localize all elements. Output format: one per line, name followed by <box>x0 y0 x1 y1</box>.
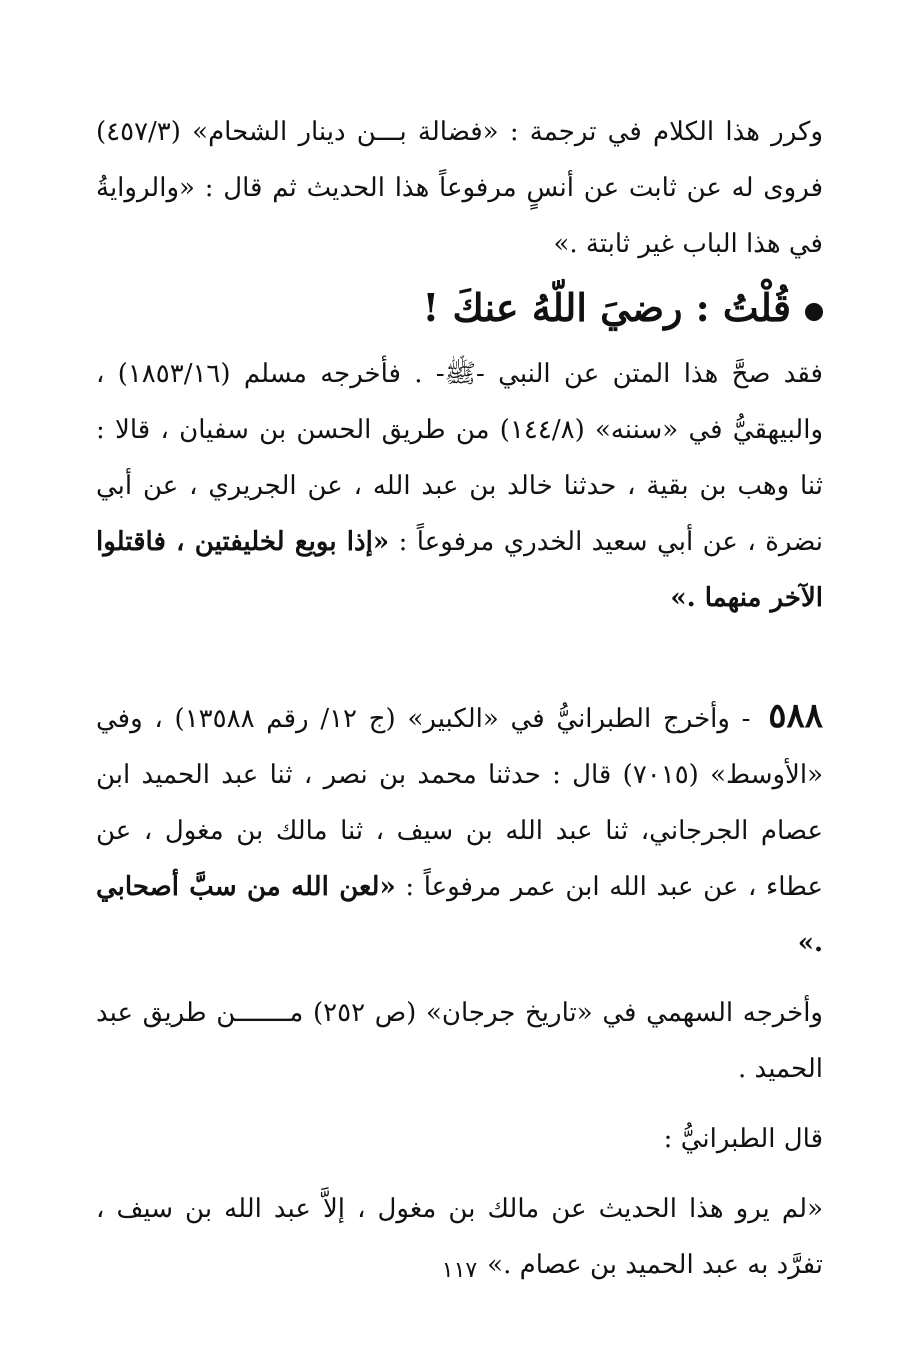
section-heading <box>96 276 823 340</box>
paragraph-fadala <box>96 104 823 272</box>
paragraph-muslim <box>96 346 823 626</box>
paragraph-tabarani-said-text: قال الطبرانيُّ : <box>663 1124 823 1154</box>
page-number: ١١٧ <box>441 1258 478 1283</box>
hadith-quote-sabba: «لعن الله من سبَّ أصحابي .» <box>96 872 823 958</box>
paragraph-sahmi <box>96 985 823 1097</box>
hadith-quote-khalifatayn: «إذا بويع لخليفتين ، فاقتلوا الآخر منهما .» <box>96 527 823 613</box>
paragraph-muslim-text: فقد صحَّ هذا المتن عن النبي -ﷺ- . فأخرجه مسلم (١٨٥٣/١٦) ، والبيهقيُّ في «سننه» (١٤٤/٨) من طريق الحسن بن سفيان ، قالا : ثنا وهب بن بقية ، حدثنا خالد بن عبد الله ، عن الجريري ، عن أبي نضرة ، عن أبي سعيد الخدري مرفوعاً : <box>96 359 824 557</box>
paragraph-588 <box>96 688 823 971</box>
paragraph-tabarani-quote-text: «لم يرو هذا الحديث عن مالك بن مغول ، إلاَّ عبد الله بن سيف ، تفرَّد به عبد الحميد بن عصام .» <box>96 1194 823 1280</box>
heading-text: قُلْتُ : رضيَ اللّهُ عنكَ ! <box>422 285 791 330</box>
hadith-number: ٥٨٨ <box>768 696 823 736</box>
paragraph-tabarani-said <box>96 1111 823 1167</box>
paragraph-fadala-text: وكرر هذا الكلام في ترجمة : «فضالة بـــن دينار الشحام» (٤٥٧/٣) فروى له عن ثابت عن أنسٍ مرفوعاً هذا الحديث ثم قال : «والروايةُ في هذا الباب غير ثابتة .» <box>96 117 823 259</box>
bullet-icon <box>805 303 823 321</box>
paragraph-588-text: - وأخرج الطبرانيُّ في «الكبير» (ج ١٢/ رقم ١٣٥٨٨) ، وفي «الأوسط» (٧٠١٥) قال : حدثنا محمد بن نصر ، ثنا عبد الحميد ابن عصام الجرجاني، ثنا عبد الله بن سيف ، ثنا مالك بن مغول ، عن عطاء ، عن عبد الله ابن عمر مرفوعاً : <box>96 704 824 902</box>
paragraph-sahmi-text: وأخرجه السهمي في «تاريخ جرجان» (ص ٢٥٢) مـــــــن طريق عبد الحميد . <box>96 998 823 1084</box>
